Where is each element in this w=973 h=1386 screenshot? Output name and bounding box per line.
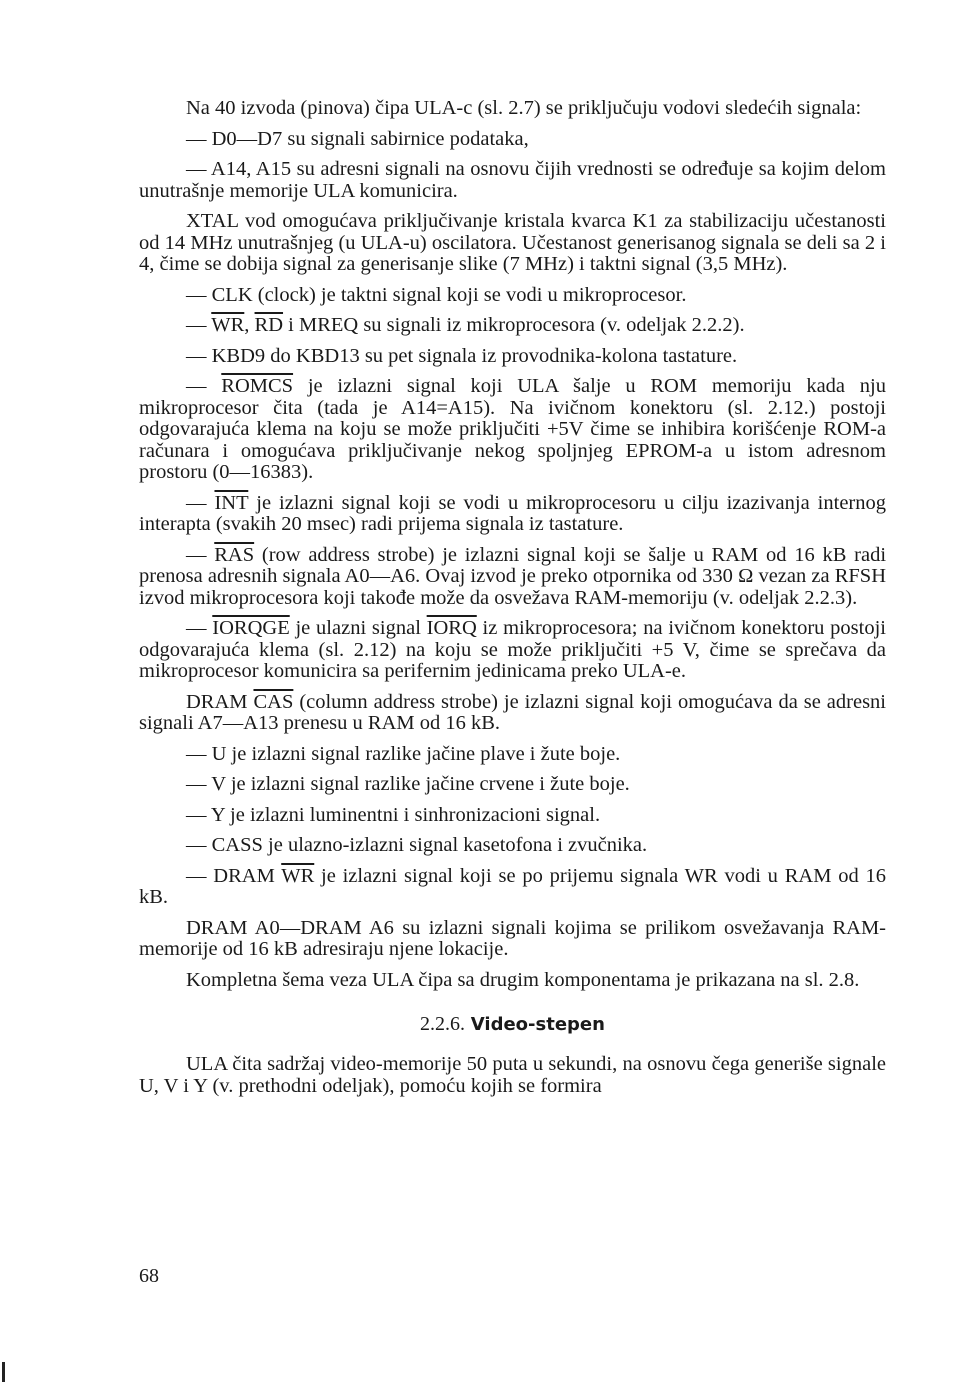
overline-signal: $\overline{INT}$: [214, 491, 249, 514]
paragraph: — A14, A15 su adresni signali na osnovu čijih vrednosti se određuje sa kojim delom unutrašnje memorije ULA komunicira.: [139, 158, 886, 202]
page-number: 68: [139, 1265, 159, 1287]
paragraph: DRAM $\overline{CAS}$ (column address strobe) je izlazni signal koji omogućava da se adresni signali A7—A13 prenesu u RAM od 16 kB.: [139, 690, 886, 734]
paragraph: — DRAM $\overline{WR}$ je izlazni signal koji se po prijemu signala WR vodi u RAM od 16 kB.: [139, 864, 887, 908]
overline-signal: IORQGE: [212, 617, 290, 639]
scan-mark: [2, 1362, 5, 1382]
paragraph: — U je izlazni signal razlike jačine plave i žute boje.: [186, 742, 621, 765]
section-heading: [139, 1013, 886, 1036]
overline-signal: ROMCS: [221, 375, 294, 397]
overline-signal: $\overline{CAS}$: [253, 690, 294, 713]
overline-signal: $\overline{RD}$: [254, 314, 284, 336]
paragraph: — ROMCS je izlazni signal koji ULA šalje u ROM memoriju kada nju mikroprocesor čita (tada je A14=A15). Na ivičnom konektoru (sl. 2.12.) postoji odgovarajuća klema na koju se može priključiti +5V čime se inhibira korišćenje ROM-a računara i omogućava priključivanje nekog spoljnjeg EPROM-a u istom adresnom prostoru (0—16383).: [139, 375, 886, 483]
page-body: [139, 98, 886, 1097]
paragraph: — Y je izlazni luminentni i sinhronizacioni signal.: [186, 803, 601, 826]
overline-signal: $\overline{WR}$: [211, 314, 245, 336]
paragraph: — $\overline{RAS}$ (row address strobe) je izlazni signal koji se šalje u RAM od 16 kB radi prenosa adresnih signala A0—A6. Ovaj izvod je preko otpornika od 330 Ω vezan za RFSH izvod mikroprocesora koji takođe može da osvežava RAM-memoriju (v. odeljak 2.2.3).: [139, 543, 887, 609]
paragraph: — KBD9 do KBD13 su pet signala iz provodnika-kolona tastature.: [186, 344, 738, 367]
paragraph: ULA čita sadržaj video-memorije 50 puta u sekundi, na osnovu čega generiše signale U, V i Y (v. prethodni odeljak), pomoću kojih se formira: [139, 1053, 886, 1097]
section-title: Video-stepen: [470, 1014, 605, 1035]
paragraph: — CASS je ulazno-izlazni signal kasetofona i zvučnika.: [186, 834, 648, 856]
section-number: 2.2.6.: [420, 1013, 466, 1035]
paragraph: DRAM A0—DRAM A6 su izlazni signali kojima se prilikom osvežavanja RAM-memorije od 16 kB adresiraju njene lokacije.: [139, 916, 886, 960]
paragraph: Kompletna šema veza ULA čipa sa drugim komponentama je prikazana na sl. 2.8.: [186, 968, 860, 991]
paragraph: — V je izlazni signal razlike jačine crvene i žute boje.: [186, 773, 630, 795]
paragraph: — D0—D7 su signali sabirnice podataka,: [186, 127, 529, 150]
paragraph: XTAL vod omogućava priključivanje kristala kvarca K1 za stabilizaciju učestanosti od 14 MHz unutrašnjeg (u ULA-u) oscilatora. Učestanost generisanog signala se deli sa 2 i 4, čime se dobija signal za generisanje slike (7 MHz) i taktni signal (3,5 MHz).: [139, 210, 886, 275]
paragraph: — $\overline{WR}$, $\overline{RD}$ i MREQ su signali iz mikroprocesora (v. odeljak 2.2.2).: [186, 314, 745, 336]
paragraph: — IORQGE je ulazni signal IORQ iz mikroprocesora; na ivičnom konektoru postoji odgovarajuća klema (sl. 2.12) na koju se može priključiti +5 V, čime se sprečava da mikroprocesor komunicira sa perifernim jedinicama preko ULA-e.: [139, 617, 886, 682]
overline-signal: $\overline{RAS}$: [214, 543, 255, 566]
paragraph: — CLK (clock) je taktni signal koji se vodi u mikroprocesor.: [186, 283, 687, 306]
overline-signal: $\overline{WR}$: [281, 864, 315, 887]
overline-signal: IORQ: [426, 617, 477, 639]
paragraph: Na 40 izvoda (pinova) čipa ULA-c (sl. 2.7) se priključuju vodovi sledećih signala:: [186, 97, 862, 119]
paragraph: — $\overline{INT}$ je izlazni signal koji se vodi u mikroprocesoru u cilju izazivanja internog interapta (svakih 20 msec) radi prijema signala iz tastature.: [139, 491, 886, 535]
